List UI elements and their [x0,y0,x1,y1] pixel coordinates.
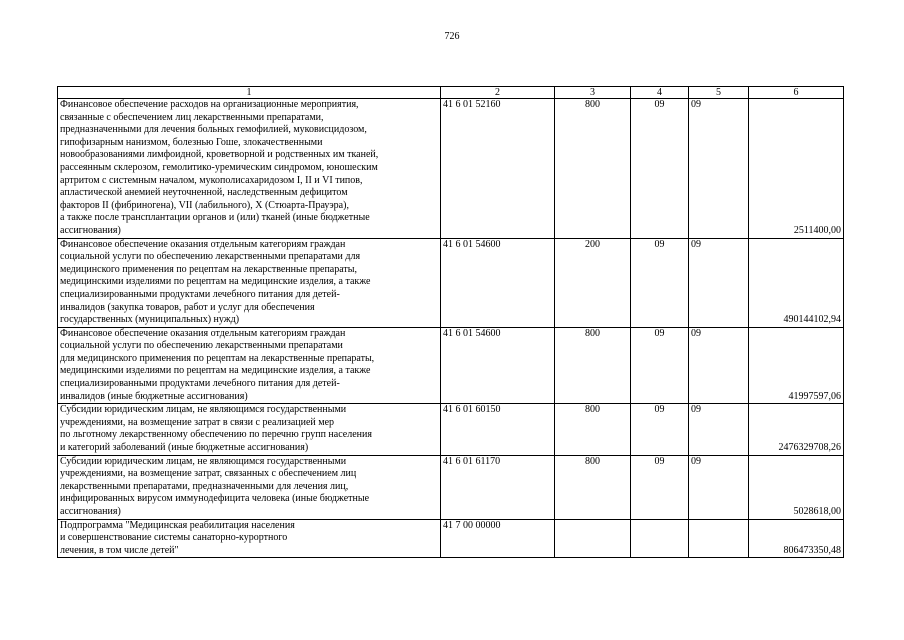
description-line: для медицинского применения по рецептам на лекарственные препараты, [60,352,375,364]
row-amount: 2511400,00 [749,99,844,239]
description-line: государственных (муниципальных) нужд) [60,314,240,326]
description-line: Субсидии юридическим лицам, не являющимся государственными [60,455,347,467]
row-col-3: 800 [555,327,631,404]
description-line: лечения, в том числе детей" [60,544,179,556]
description-line: Финансовое обеспечение расходов на организационные мероприятия, [60,99,359,110]
description-line: новообразованиями лимфоидной, кроветворной и родственных им тканей, [60,149,379,161]
row-code: 41 6 01 52160 [441,99,555,239]
description-line: артритом с системным началом, мукополисахаридозом I, II и VI типов, [60,174,363,186]
row-amount: 5028618,00 [749,455,844,519]
description-line: медицинскими изделиями по рецептам на медицинские изделия, а также [60,276,371,288]
row-col-3: 800 [555,99,631,239]
row-code: 41 6 01 54600 [441,238,555,327]
description-line: и категорий заболеваний (иные бюджетные ассигнования) [60,442,309,454]
description-line: а также после трансплантации органов и (или) тканей (иные бюджетные [60,212,370,224]
row-description [58,404,441,455]
description-line: предназначенными для лечения больных гемофилией, муковисцидозом, [60,124,367,136]
description-line: учреждениями, на возмещение затрат в связи с реализацией мер [60,416,335,428]
row-col-4: 09 [631,455,689,519]
page-number: 726 [444,31,460,42]
header-cell-3: 3 [555,87,631,99]
row-description [58,99,441,239]
row-description [58,238,441,327]
row-code: 41 6 01 60150 [441,404,555,455]
description-line: Субсидии юридическим лицам, не являющимся государственными [60,404,347,416]
description-line: Финансовое обеспечение оказания отдельным категориям граждан [60,327,346,339]
row-col-4: 09 [631,404,689,455]
budget-table [57,86,844,558]
row-amount: 806473350,48 [749,519,844,558]
description-line: Подпрограмма "Медицинская реабилитация населения [60,519,295,531]
row-code: 41 6 01 54600 [441,327,555,404]
row-col-3: 200 [555,238,631,327]
row-col-4: 09 [631,99,689,239]
row-col-5: 09 [689,327,749,404]
description-line: связанные с обеспечением лиц лекарственными препаратами, [60,111,324,123]
description-line: специализированными продуктами лечебного питания для детей- [60,378,340,390]
row-description [58,327,441,404]
description-line: социальной услуги по обеспечению лекарственными препаратами для [60,251,361,263]
row-code: 41 7 00 00000 [441,519,555,558]
header-cell-2: 2 [441,87,555,99]
row-description [58,519,441,558]
header-cell-5: 5 [689,87,749,99]
row-amount: 490144102,94 [749,238,844,327]
description-line: и совершенствование системы санаторно-курортного [60,532,288,544]
row-col-5: 09 [689,99,749,239]
description-line: инфицированных вирусом иммунодефицита человека (иные бюджетные [60,493,370,505]
header-row [58,87,844,99]
table-row [58,327,844,404]
row-col-3: 800 [555,404,631,455]
description-line: ассигнования) [60,506,121,517]
description-line: медицинскими изделиями по рецептам на медицинские изделия, а также [60,365,371,377]
row-col-5: 09 [689,455,749,519]
description-line: факторов II (фибриногена), VII (лабильного), X (Стюарта-Прауэра), [60,199,349,211]
description-line: лекарственными препаратами, предназначенными для лечения лиц, [60,480,349,492]
description-line: инвалидов (иные бюджетные ассигнования) [60,390,248,402]
description-line: ассигнования) [60,224,121,236]
header-cell-4: 4 [631,87,689,99]
description-line: специализированными продуктами лечебного питания для детей- [60,288,340,300]
row-col-4: 09 [631,238,689,327]
row-code: 41 6 01 61170 [441,455,555,519]
description-line: учреждениями, на возмещение затрат, связанных с обеспечением лиц [60,468,357,480]
table-row [58,519,844,558]
row-amount: 2476329708,26 [749,404,844,455]
table-row [58,455,844,519]
description-line: гипофизарным нанизмом, болезнью Гоше, злокачественными [60,136,323,148]
description-line: Финансовое обеспечение оказания отдельным категориям граждан [60,238,346,250]
row-col-5 [689,519,749,558]
row-amount: 41997597,06 [749,327,844,404]
description-line: инвалидов (закупка товаров, работ и услуг для обеспечения [60,301,315,313]
description-line: по льготному лекарственному обеспечению по перечню групп населения [60,429,372,441]
description-line: апластической анемией неуточненной, наследственным дефицитом [60,187,348,199]
row-col-4 [631,519,689,558]
row-description [58,455,441,519]
row-col-4: 09 [631,327,689,404]
row-col-5: 09 [689,404,749,455]
header-cell-6: 6 [749,87,844,99]
table-row [58,238,844,327]
header-cell-1: 1 [58,87,441,99]
row-col-3 [555,519,631,558]
table-row [58,99,844,239]
description-line: медицинского применения по рецептам на лекарственные препараты, [60,263,358,275]
table-body [58,87,844,558]
row-col-5: 09 [689,238,749,327]
description-line: рассеянным склерозом, гемолитико-уремическим синдромом, юношеским [60,161,378,173]
description-line: социальной услуги по обеспечению лекарственными препаратами [60,340,343,352]
table-row [58,404,844,455]
row-col-3: 800 [555,455,631,519]
